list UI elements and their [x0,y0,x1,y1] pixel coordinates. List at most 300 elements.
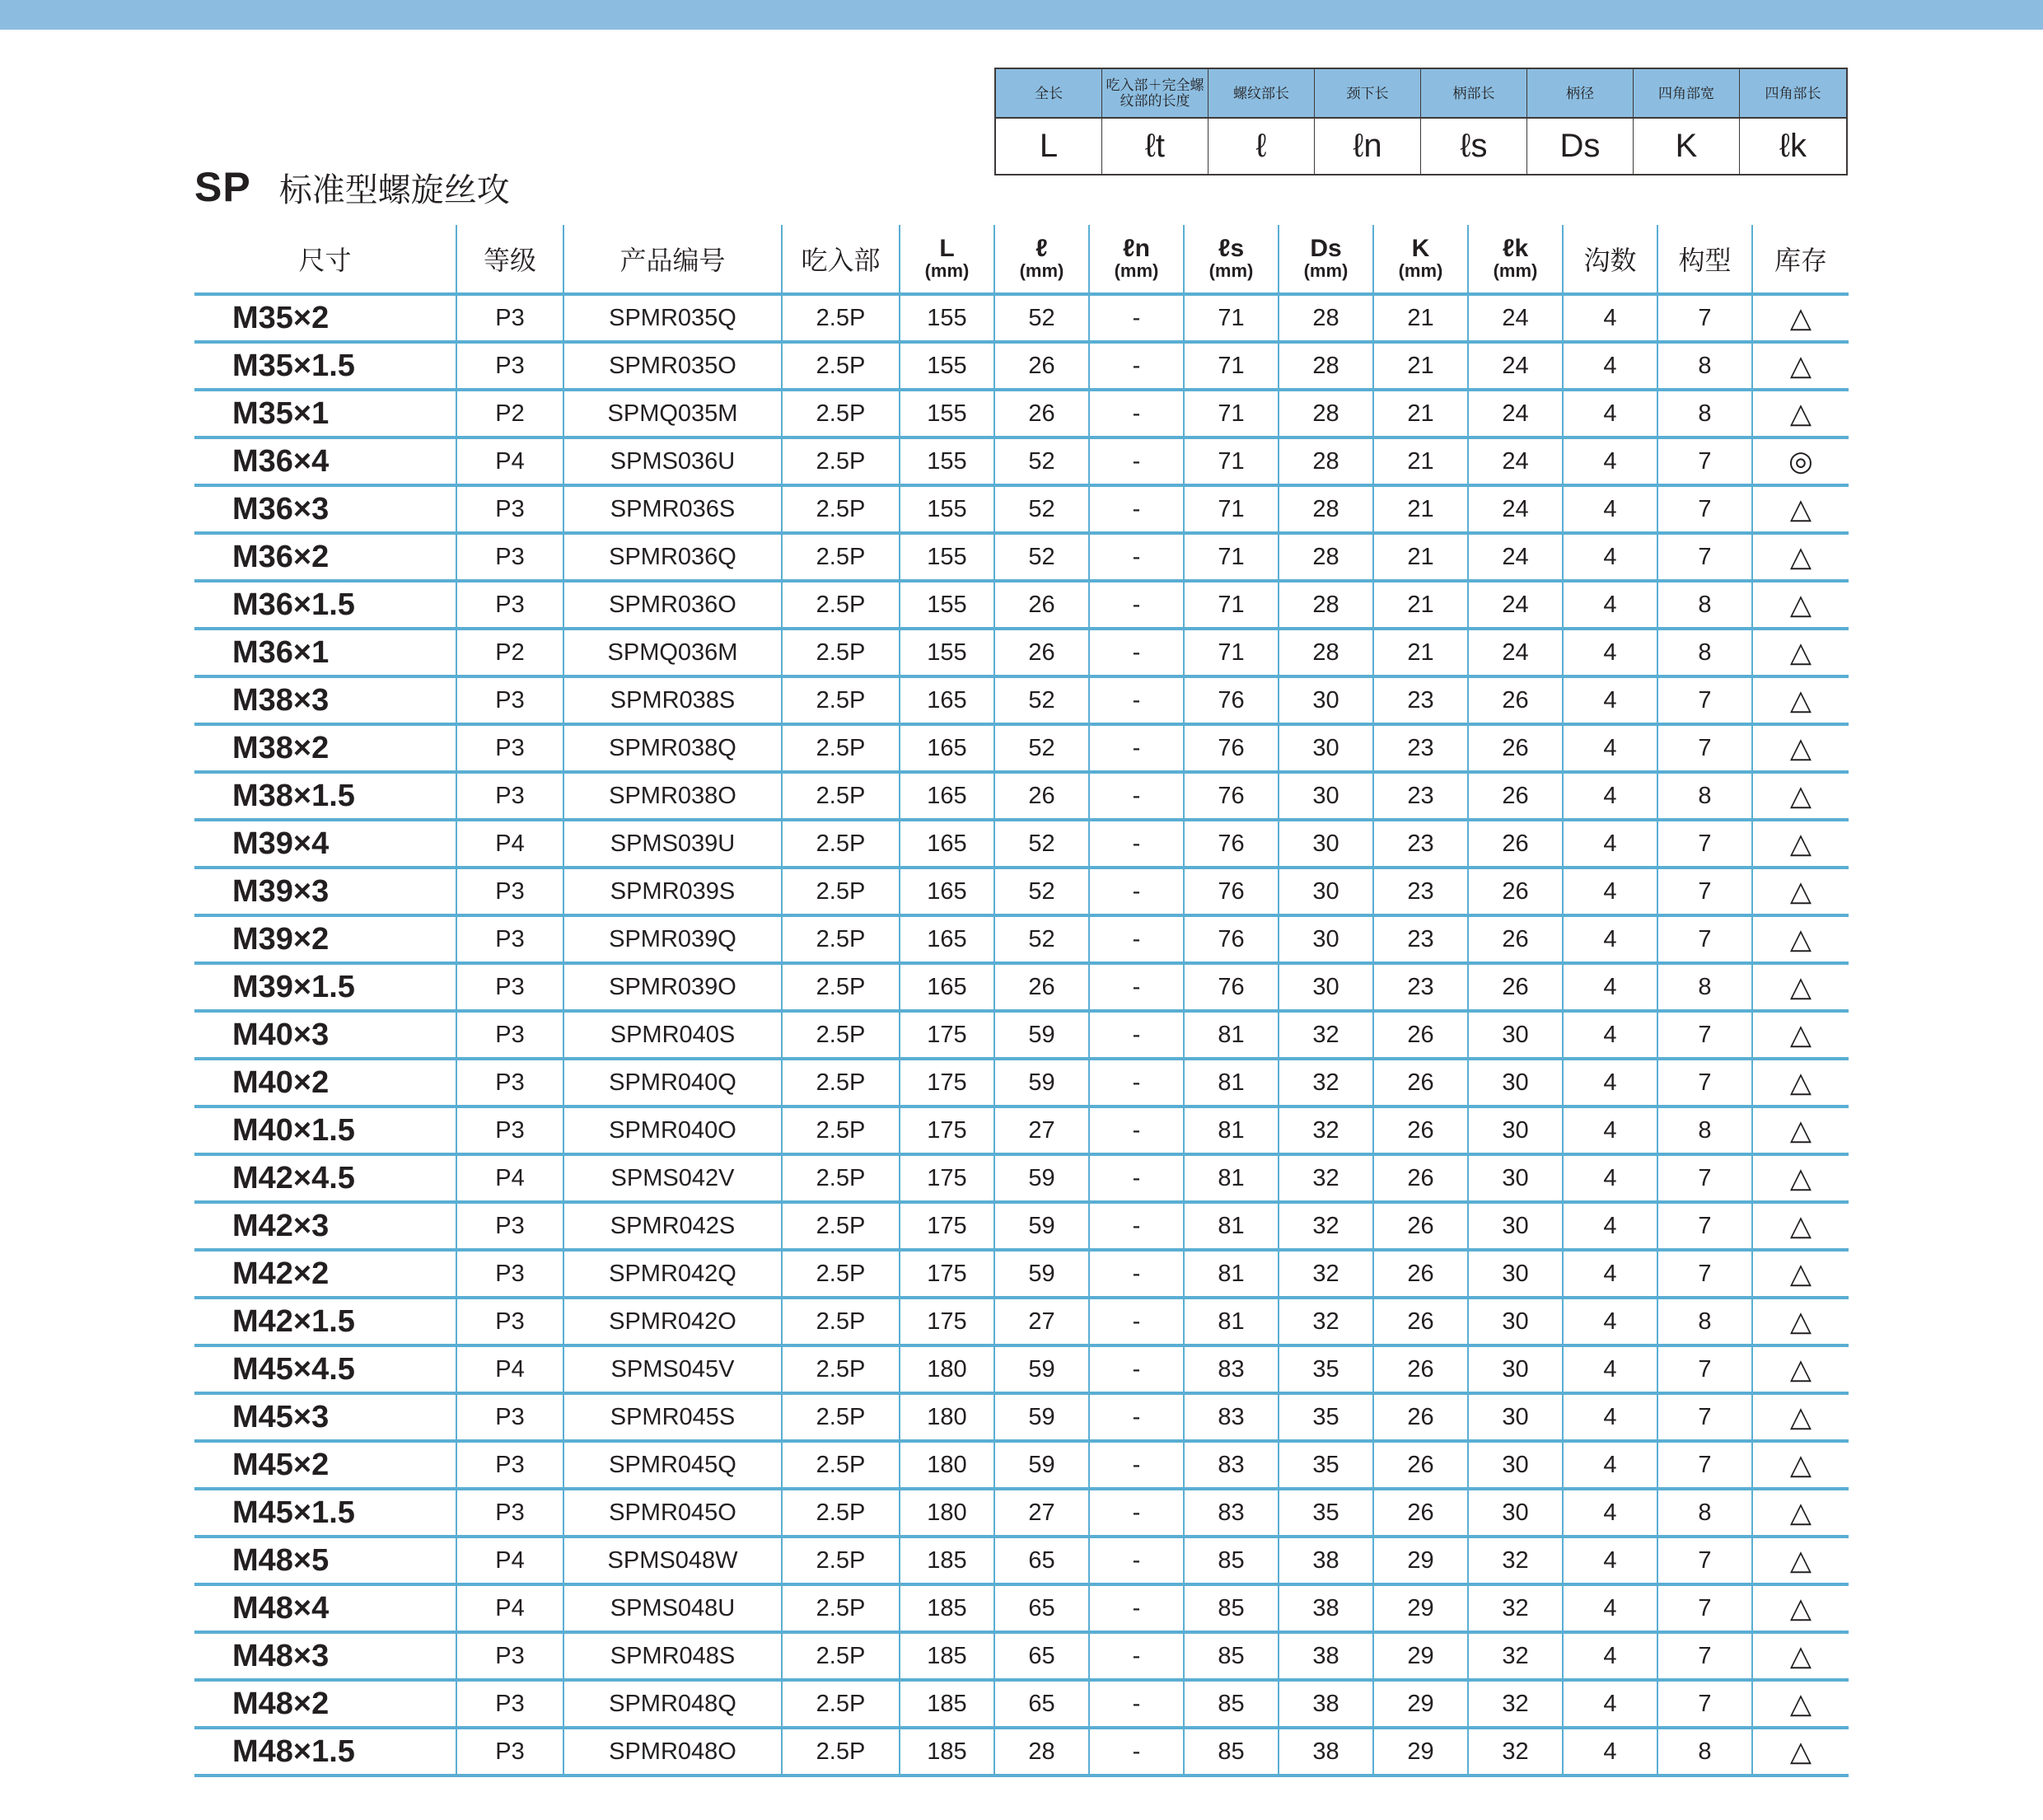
stock-cell: △ [1752,676,1849,724]
lk-cell: 32 [1468,1680,1563,1728]
flutes-cell: 4 [1563,1250,1657,1298]
stock-cell: △ [1752,915,1849,963]
ln-cell: - [1089,1537,1184,1584]
stock-cell: △ [1752,1298,1849,1345]
l-cell: 65 [994,1680,1089,1728]
ln-cell: - [1089,342,1184,390]
product-no-cell: SPMR036Q [563,533,782,581]
ln-cell: - [1089,629,1184,676]
ln-cell: - [1089,963,1184,1011]
type-cell: 7 [1657,485,1752,533]
lk-cell: 30 [1468,1345,1563,1393]
type-cell: 7 [1657,533,1752,581]
l-cell: 65 [994,1584,1089,1632]
K-cell: 23 [1373,676,1468,724]
ln-cell: - [1089,772,1184,820]
ln-cell: - [1089,1059,1184,1107]
legend-header: 四角部宽 [1634,69,1740,119]
stock-cell: △ [1752,1489,1849,1537]
L-cell: 175 [900,1059,994,1107]
chamfer-cell: 2.5P [782,581,900,629]
Ds-cell: 38 [1279,1728,1373,1776]
product-no-cell: SPMR035Q [563,294,782,342]
size-cell: M42×1.5 [194,1298,456,1345]
chamfer-cell: 2.5P [782,1728,900,1776]
K-cell: 21 [1373,629,1468,676]
flutes-cell: 4 [1563,963,1657,1011]
l-cell: 59 [994,1154,1089,1202]
table-row [194,1632,1849,1680]
size-cell: M39×2 [194,915,456,963]
table-row [194,437,1849,485]
legend-header: 四角部长 [1740,69,1846,119]
col-symbol: K [1411,235,1430,262]
lk-cell: 26 [1468,772,1563,820]
product-no-cell: SPMR040Q [563,1059,782,1107]
table-row [194,1011,1849,1059]
stock-cell: △ [1752,294,1849,342]
size-cell: M40×2 [194,1059,456,1107]
chamfer-cell: 2.5P [782,485,900,533]
ln-cell: - [1089,820,1184,868]
product-no-cell: SPMS036U [563,437,782,485]
col-header-l [994,225,1089,294]
chamfer-cell: 2.5P [782,1154,900,1202]
grade-cell: P3 [456,772,563,820]
table-row [194,1202,1849,1250]
flutes-cell: 4 [1563,1202,1657,1250]
table-row [194,1107,1849,1154]
Ds-cell: 28 [1279,342,1373,390]
ls-cell: 81 [1184,1154,1279,1202]
L-cell: 155 [900,485,994,533]
lk-cell: 26 [1468,868,1563,915]
flutes-cell: 4 [1563,1154,1657,1202]
K-cell: 26 [1373,1059,1468,1107]
series-code: SP [194,164,251,210]
l-cell: 59 [994,1393,1089,1441]
ln-cell: - [1089,485,1184,533]
type-cell: 8 [1657,963,1752,1011]
table-row [194,629,1849,676]
flutes-cell: 4 [1563,1584,1657,1632]
product-no-cell: SPMR035O [563,342,782,390]
ls-cell: 76 [1184,772,1279,820]
K-cell: 26 [1373,1298,1468,1345]
K-cell: 23 [1373,868,1468,915]
stock-cell: △ [1752,1632,1849,1680]
Ds-cell: 28 [1279,437,1373,485]
lk-cell: 26 [1468,820,1563,868]
dimension-legend [994,68,1848,175]
legend-header: 柄径 [1527,69,1634,119]
ls-cell: 81 [1184,1107,1279,1154]
l-cell: 26 [994,342,1089,390]
product-no-cell: SPMR042O [563,1298,782,1345]
table-row [194,294,1849,342]
size-cell: M42×4.5 [194,1154,456,1202]
L-cell: 165 [900,676,994,724]
table-row [194,1680,1849,1728]
ln-cell: - [1089,437,1184,485]
grade-cell: P3 [456,1298,563,1345]
K-cell: 21 [1373,294,1468,342]
grade-cell: P3 [456,1250,563,1298]
grade-cell: P4 [456,1345,563,1393]
table-row [194,342,1849,390]
flutes-cell: 4 [1563,581,1657,629]
Ds-cell: 28 [1279,533,1373,581]
grade-cell: P3 [456,1632,563,1680]
K-cell: 21 [1373,437,1468,485]
type-cell: 7 [1657,868,1752,915]
size-cell: M48×2 [194,1680,456,1728]
size-cell: M42×3 [194,1202,456,1250]
l-cell: 52 [994,915,1089,963]
product-no-cell: SPMS042V [563,1154,782,1202]
type-cell: 8 [1657,772,1752,820]
chamfer-cell: 2.5P [782,1441,900,1489]
ls-cell: 76 [1184,724,1279,772]
product-no-cell: SPMR048Q [563,1680,782,1728]
stock-cell: △ [1752,485,1849,533]
chamfer-cell: 2.5P [782,868,900,915]
ln-cell: - [1089,390,1184,437]
ls-cell: 71 [1184,533,1279,581]
legend-symbol: L [996,119,1102,174]
grade-cell: P3 [456,915,563,963]
col-header-stock: 库存 [1752,225,1849,294]
ls-cell: 85 [1184,1728,1279,1776]
stock-cell: △ [1752,1345,1849,1393]
grade-cell: P4 [456,1584,563,1632]
L-cell: 165 [900,868,994,915]
Ds-cell: 35 [1279,1489,1373,1537]
lk-cell: 24 [1468,581,1563,629]
Ds-cell: 35 [1279,1393,1373,1441]
col-unit: (mm) [924,260,970,281]
lk-cell: 26 [1468,676,1563,724]
stock-cell: △ [1752,1537,1849,1584]
flutes-cell: 4 [1563,342,1657,390]
lk-cell: 26 [1468,915,1563,963]
stock-cell: △ [1752,724,1849,772]
ls-cell: 76 [1184,915,1279,963]
l-cell: 59 [994,1441,1089,1489]
Ds-cell: 35 [1279,1441,1373,1489]
type-cell: 7 [1657,294,1752,342]
grade-cell: P3 [456,533,563,581]
grade-cell: P3 [456,294,563,342]
flutes-cell: 4 [1563,868,1657,915]
grade-cell: P2 [456,629,563,676]
ln-cell: - [1089,1728,1184,1776]
flutes-cell: 4 [1563,820,1657,868]
L-cell: 155 [900,342,994,390]
stock-cell: △ [1752,772,1849,820]
col-header-L [900,225,994,294]
table-row [194,915,1849,963]
product-no-cell: SPMR038Q [563,724,782,772]
size-cell: M42×2 [194,1250,456,1298]
table-row [194,1298,1849,1345]
ln-cell: - [1089,533,1184,581]
K-cell: 21 [1373,485,1468,533]
size-cell: M39×3 [194,868,456,915]
col-symbol: ℓs [1218,235,1245,262]
table-header-row [194,225,1849,294]
Ds-cell: 32 [1279,1107,1373,1154]
stock-cell: △ [1752,1680,1849,1728]
grade-cell: P3 [456,581,563,629]
L-cell: 180 [900,1441,994,1489]
table-body [194,294,1849,1776]
legend-symbol: ℓt [1102,119,1209,174]
product-no-cell: SPMS048U [563,1584,782,1632]
L-cell: 185 [900,1584,994,1632]
product-no-cell: SPMR045Q [563,1441,782,1489]
product-no-cell: SPMS048W [563,1537,782,1584]
size-cell: M36×3 [194,485,456,533]
flutes-cell: 4 [1563,1537,1657,1584]
lk-cell: 30 [1468,1107,1563,1154]
size-cell: M48×5 [194,1537,456,1584]
Ds-cell: 30 [1279,868,1373,915]
legend-header: 柄部长 [1421,69,1527,119]
K-cell: 23 [1373,820,1468,868]
grade-cell: P3 [456,1107,563,1154]
ln-cell: - [1089,724,1184,772]
l-cell: 52 [994,294,1089,342]
col-unit: (mm) [1398,260,1443,281]
table-row [194,581,1849,629]
legend-header: 吃入部＋完全螺纹部的长度 [1102,69,1209,119]
col-header-K [1373,225,1468,294]
K-cell: 26 [1373,1489,1468,1537]
ln-cell: - [1089,868,1184,915]
Ds-cell: 32 [1279,1059,1373,1107]
L-cell: 185 [900,1680,994,1728]
stock-cell: ◎ [1752,437,1849,485]
lk-cell: 24 [1468,629,1563,676]
col-header-chamfer: 吃入部 [782,225,900,294]
K-cell: 21 [1373,533,1468,581]
L-cell: 155 [900,533,994,581]
col-symbol: Ds [1310,235,1342,262]
L-cell: 175 [900,1011,994,1059]
col-symbol: L [939,235,955,262]
ln-cell: - [1089,294,1184,342]
flutes-cell: 4 [1563,390,1657,437]
size-cell: M36×2 [194,533,456,581]
l-cell: 27 [994,1489,1089,1537]
grade-cell: P3 [456,1680,563,1728]
col-symbol: ℓ [1036,235,1048,262]
grade-cell: P3 [456,1011,563,1059]
lk-cell: 30 [1468,1489,1563,1537]
lk-cell: 30 [1468,1393,1563,1441]
ls-cell: 85 [1184,1680,1279,1728]
ls-cell: 71 [1184,294,1279,342]
L-cell: 155 [900,581,994,629]
grade-cell: P3 [456,868,563,915]
table-row [194,724,1849,772]
l-cell: 59 [994,1059,1089,1107]
stock-cell: △ [1752,1250,1849,1298]
ln-cell: - [1089,1154,1184,1202]
grade-cell: P4 [456,820,563,868]
ls-cell: 76 [1184,963,1279,1011]
ls-cell: 76 [1184,676,1279,724]
table-row [194,1728,1849,1776]
chamfer-cell: 2.5P [782,1107,900,1154]
flutes-cell: 4 [1563,915,1657,963]
product-no-cell: SPMR042Q [563,1250,782,1298]
ln-cell: - [1089,1632,1184,1680]
K-cell: 26 [1373,1345,1468,1393]
size-cell: M36×1 [194,629,456,676]
chamfer-cell: 2.5P [782,629,900,676]
grade-cell: P3 [456,724,563,772]
lk-cell: 24 [1468,294,1563,342]
chamfer-cell: 2.5P [782,1393,900,1441]
K-cell: 26 [1373,1250,1468,1298]
ln-cell: - [1089,1345,1184,1393]
grade-cell: P3 [456,1489,563,1537]
type-cell: 7 [1657,1011,1752,1059]
ln-cell: - [1089,915,1184,963]
K-cell: 26 [1373,1011,1468,1059]
legend-symbol: K [1634,119,1740,174]
lk-cell: 32 [1468,1728,1563,1776]
product-no-cell: SPMR039O [563,963,782,1011]
chamfer-cell: 2.5P [782,1250,900,1298]
ls-cell: 76 [1184,868,1279,915]
K-cell: 23 [1373,772,1468,820]
grade-cell: P4 [456,1537,563,1584]
ls-cell: 71 [1184,342,1279,390]
Ds-cell: 38 [1279,1680,1373,1728]
size-cell: M38×3 [194,676,456,724]
product-no-cell: SPMQ036M [563,629,782,676]
lk-cell: 30 [1468,1011,1563,1059]
product-no-cell: SPMR048S [563,1632,782,1680]
col-unit: (mm) [1114,260,1159,281]
lk-cell: 30 [1468,1250,1563,1298]
flutes-cell: 4 [1563,437,1657,485]
size-cell: M40×3 [194,1011,456,1059]
L-cell: 165 [900,772,994,820]
grade-cell: P3 [456,1441,563,1489]
product-no-cell: SPMR036S [563,485,782,533]
type-cell: 7 [1657,676,1752,724]
l-cell: 65 [994,1537,1089,1584]
size-cell: M36×4 [194,437,456,485]
ls-cell: 71 [1184,629,1279,676]
l-cell: 26 [994,581,1089,629]
type-cell: 7 [1657,1202,1752,1250]
ln-cell: - [1089,1298,1184,1345]
lk-cell: 24 [1468,533,1563,581]
chamfer-cell: 2.5P [782,1537,900,1584]
Ds-cell: 28 [1279,629,1373,676]
grade-cell: P3 [456,485,563,533]
L-cell: 180 [900,1393,994,1441]
product-no-cell: SPMR040O [563,1107,782,1154]
chamfer-cell: 2.5P [782,1202,900,1250]
ln-cell: - [1089,1202,1184,1250]
l-cell: 52 [994,533,1089,581]
K-cell: 23 [1373,724,1468,772]
grade-cell: P3 [456,676,563,724]
product-no-cell: SPMS045V [563,1345,782,1393]
col-unit: (mm) [1303,260,1349,281]
K-cell: 29 [1373,1632,1468,1680]
col-header-grade: 等级 [456,225,563,294]
K-cell: 29 [1373,1728,1468,1776]
ls-cell: 81 [1184,1250,1279,1298]
table-row [194,1393,1849,1441]
ls-cell: 81 [1184,1202,1279,1250]
series-name: 标准型螺旋丝攻 [278,172,510,208]
ls-cell: 85 [1184,1537,1279,1584]
Ds-cell: 28 [1279,581,1373,629]
stock-cell: △ [1752,629,1849,676]
ln-cell: - [1089,1441,1184,1489]
type-cell: 7 [1657,1154,1752,1202]
stock-cell: △ [1752,1154,1849,1202]
grade-cell: P2 [456,390,563,437]
ls-cell: 85 [1184,1584,1279,1632]
ln-cell: - [1089,1680,1184,1728]
Ds-cell: 30 [1279,820,1373,868]
type-cell: 8 [1657,1298,1752,1345]
L-cell: 175 [900,1107,994,1154]
flutes-cell: 4 [1563,1441,1657,1489]
lk-cell: 24 [1468,342,1563,390]
K-cell: 29 [1373,1680,1468,1728]
lk-cell: 30 [1468,1059,1563,1107]
lk-cell: 30 [1468,1441,1563,1489]
grade-cell: P4 [456,1154,563,1202]
stock-cell: △ [1752,1011,1849,1059]
Ds-cell: 30 [1279,724,1373,772]
ln-cell: - [1089,581,1184,629]
chamfer-cell: 2.5P [782,1632,900,1680]
chamfer-cell: 2.5P [782,1345,900,1393]
L-cell: 175 [900,1154,994,1202]
lk-cell: 32 [1468,1632,1563,1680]
L-cell: 155 [900,390,994,437]
ls-cell: 83 [1184,1345,1279,1393]
type-cell: 8 [1657,629,1752,676]
size-cell: M36×1.5 [194,581,456,629]
stock-cell: △ [1752,390,1849,437]
L-cell: 165 [900,963,994,1011]
chamfer-cell: 2.5P [782,772,900,820]
chamfer-cell: 2.5P [782,533,900,581]
Ds-cell: 32 [1279,1011,1373,1059]
col-header-type: 构型 [1657,225,1752,294]
col-unit: (mm) [1209,260,1254,281]
stock-cell: △ [1752,1107,1849,1154]
lk-cell: 32 [1468,1537,1563,1584]
chamfer-cell: 2.5P [782,1584,900,1632]
stock-cell: △ [1752,533,1849,581]
chamfer-cell: 2.5P [782,676,900,724]
chamfer-cell: 2.5P [782,963,900,1011]
type-cell: 7 [1657,1632,1752,1680]
